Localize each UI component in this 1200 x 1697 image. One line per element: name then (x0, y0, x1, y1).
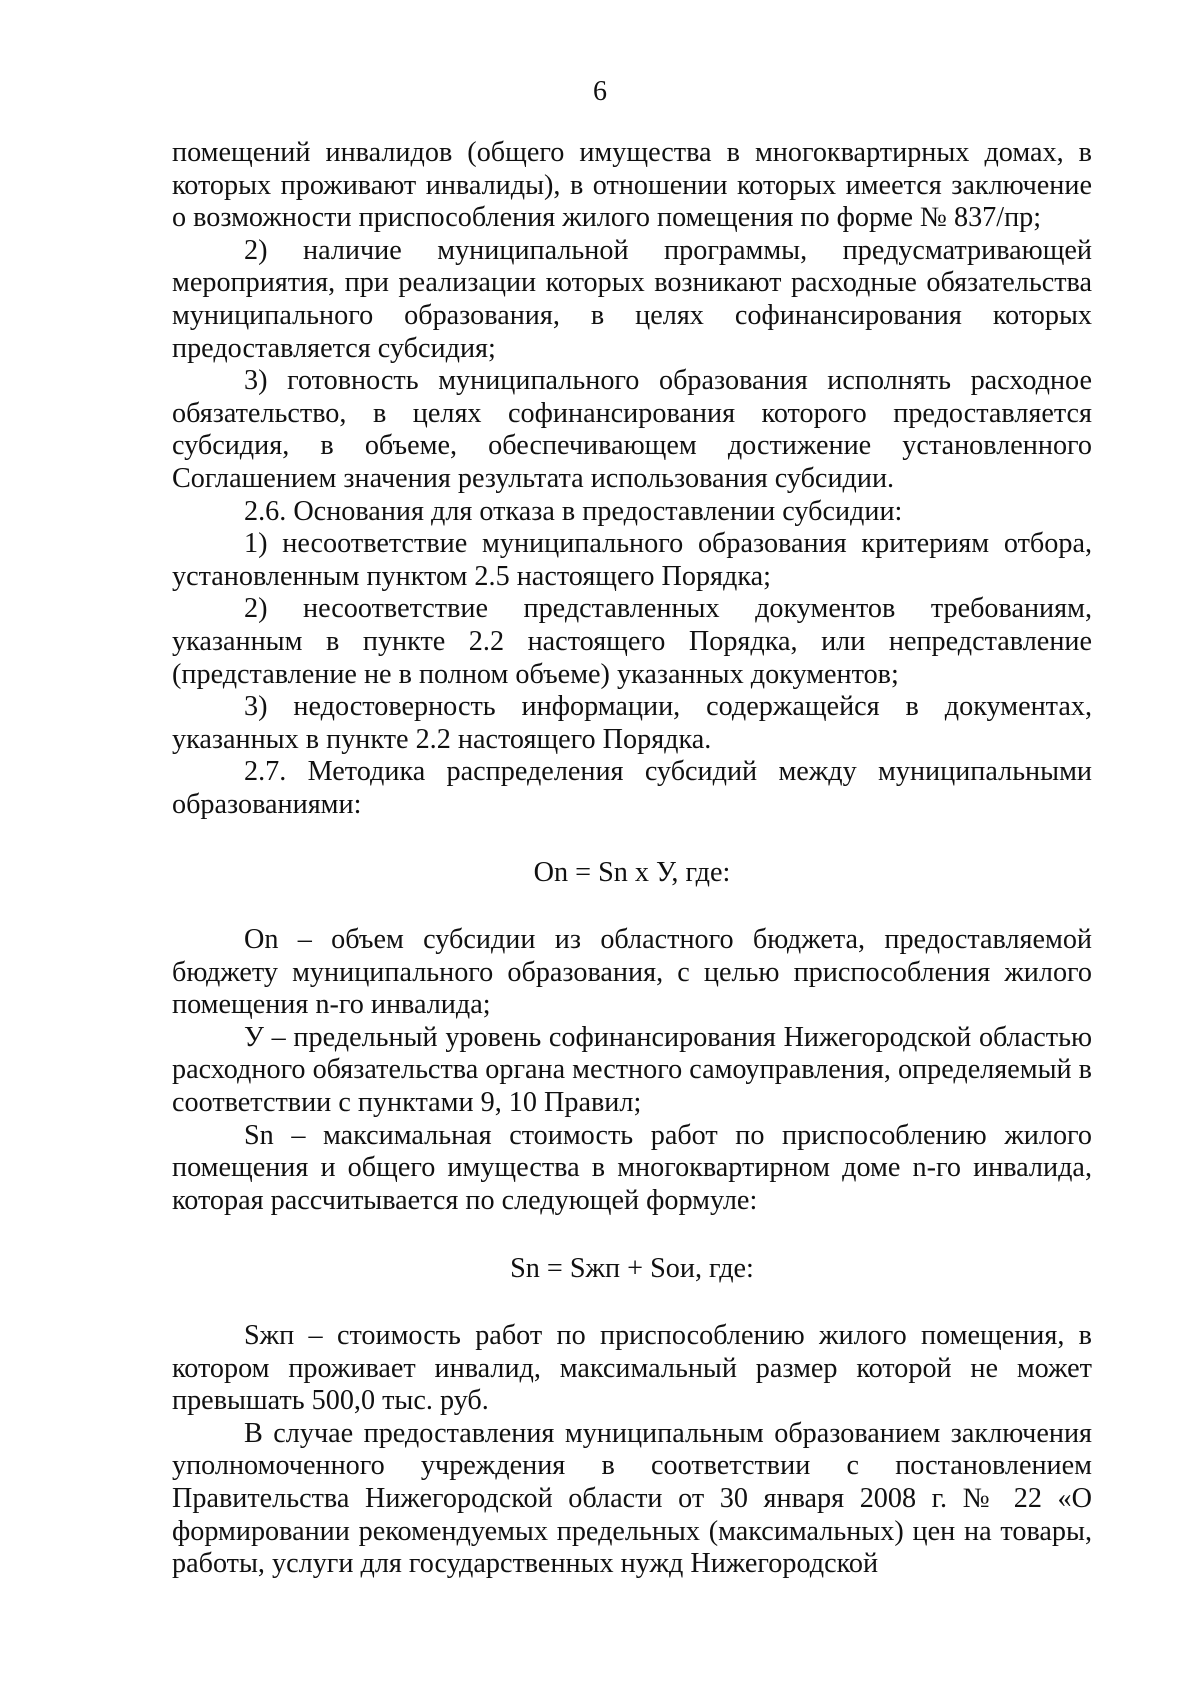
definition-szhp: Sжп – стоимость работ по приспособлению жилого помещения, в котором проживает инвалид, максимальный размер которой не может превышать 500,0 тыс. руб. (172, 1320, 1092, 1417)
paragraph-conclusion-case: В случае предоставления муниципальным образованием заключения уполномоченного учреждения в соответствии с постановлением Правительства Нижегородской области от 30 января 2008 г. № 22 «О формировании рекомендуемых предельных (максимальных) цен на товары, работы, услуги для государственных нужд Нижегородской (172, 1417, 1092, 1580)
paragraph-refusal-1: 1) несоответствие муниципального образования критериям отбора, установленным пунктом 2.5 настоящего Порядка; (172, 528, 1092, 592)
paragraph-item-3: 3) готовность муниципального образования исполнять расходное обязательство, в целях софинансирования которого предоставляется субсидия, в объеме, обеспечивающем достижение установленного Соглашением значения результата использования субсидии. (172, 365, 1092, 494)
paragraph-refusal-3: 3) недостоверность информации, содержащейся в документах, указанных в пункте 2.2 настоящего Порядка. (172, 691, 1092, 755)
definition-on: On – объем субсидии из областного бюджета, предоставляемой бюджету муниципального образования, с целью приспособления жилого помещения n-го инвалида; (172, 924, 1092, 1021)
spacer (172, 1286, 1092, 1320)
paragraph-continuation: помещений инвалидов (общего имущества в многоквартирных домах, в которых проживают инвалиды), в отношении которых имеется заключение о возможности приспособления жилого помещения по форме № 837/пр; (172, 137, 1092, 234)
page-number: 6 (593, 76, 607, 107)
formula-sn: Sn = Sжп + Sои, где: (510, 1253, 754, 1285)
definition-sn: Sn – максимальная стоимость работ по приспособлению жилого помещения и общего имущества в многоквартирном доме n-го инвалида, которая рассчитывается по следующей формуле: (172, 1119, 1092, 1216)
paragraph-refusal-2: 2) несоответствие представленных документов требованиям, указанным в пункте 2.2 настоящего Порядка, или непредставление (представление не в полном объеме) указанных документов; (172, 593, 1092, 690)
definition-u: У – предельный уровень софинансирования Нижегородской областью расходного обязательства органа местного самоуправления, определяемый в соответствии с пунктами 9, 10 Правил; (172, 1021, 1092, 1119)
spacer (172, 890, 1092, 924)
spacer (172, 821, 1092, 857)
formula-on: On = Sn x У, где: (533, 857, 731, 889)
paragraph-item-2: 2) наличие муниципальной программы, предусматривающей мероприятия, при реализации которых возникают расходные обязательства муниципального образования, в целях софинансирования которых предоставляется субсидия; (172, 234, 1092, 364)
paragraph-section-2-6: 2.6. Основания для отказа в предоставлении субсидии: (244, 495, 903, 527)
document-body (172, 137, 1092, 1581)
spacer (172, 1217, 1092, 1253)
paragraph-section-2-7: 2.7. Методика распределения субсидий между муниципальными образованиями: (172, 756, 1092, 820)
